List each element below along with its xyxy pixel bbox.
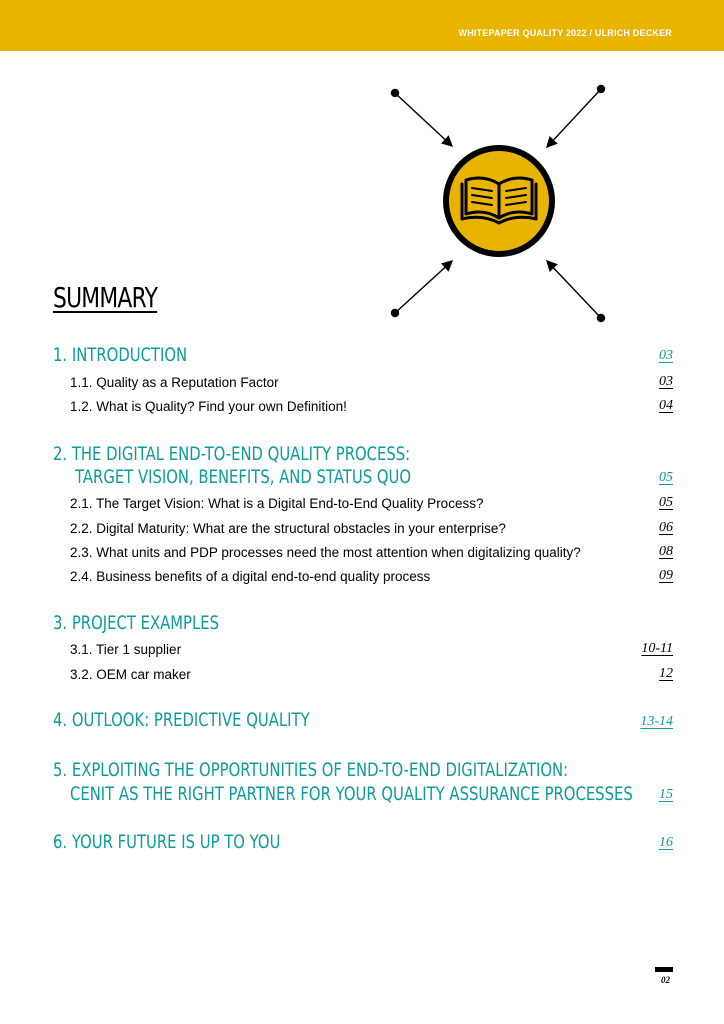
toc-item-2-1-page[interactable]: 05 — [659, 495, 673, 510]
toc-item-2-1[interactable]: 2.1. The Target Vision: What is a Digital End-to-End Quality Process? — [70, 496, 484, 511]
toc-item-1-1[interactable]: 1.1. Quality as a Reputation Factor — [70, 375, 279, 390]
page-number: 02 — [661, 975, 670, 985]
toc-section-5-title[interactable]: 5. EXPLOITING THE OPPORTUNITIES OF END-TO-END DIGITALIZATION: — [53, 759, 569, 781]
toc-item-3-1[interactable]: 3.1. Tier 1 supplier — [70, 642, 182, 657]
toc-section-6-title[interactable]: 6. YOUR FUTURE IS UP TO YOU — [53, 831, 281, 853]
toc-item-1-1-page[interactable]: 03 — [659, 374, 673, 389]
toc-item-2-3-page[interactable]: 08 — [659, 544, 673, 559]
toc-item-2-2[interactable]: 2.2. Digital Maturity: What are the structural obstacles in your enterprise? — [70, 521, 506, 536]
toc-section-2-page[interactable]: 05 — [659, 470, 673, 485]
toc-section-3-title[interactable]: 3. PROJECT EXAMPLES — [53, 612, 220, 634]
toc-item-3-2[interactable]: 3.2. OEM car maker — [70, 667, 191, 682]
toc-section-2-subtitle[interactable]: TARGET VISION, BENEFITS, AND STATUS QUO — [75, 466, 412, 488]
footer-mark — [655, 967, 673, 972]
header-title: WHITEPAPER QUALITY 2022 / ULRICH DECKER — [458, 28, 672, 38]
toc-section-1-title[interactable]: 1. INTRODUCTION — [53, 344, 188, 366]
book-emblem — [380, 78, 620, 328]
toc-item-1-2[interactable]: 1.2. What is Quality? Find your own Definition! — [70, 399, 347, 414]
toc-section-1-page[interactable]: 03 — [659, 348, 673, 363]
toc-section-4-page[interactable]: 13-14 — [640, 714, 673, 729]
toc-item-1-2-page[interactable]: 04 — [659, 398, 673, 413]
toc-section-5-page[interactable]: 15 — [659, 787, 673, 802]
toc-item-3-1-page[interactable]: 10-11 — [641, 641, 673, 656]
toc-section-2-title[interactable]: 2. THE DIGITAL END-TO-END QUALITY PROCESS: — [53, 443, 411, 465]
toc-item-2-3[interactable]: 2.3. What units and PDP processes need the most attention when digitalizing quality? — [70, 545, 581, 560]
toc-section-4-title[interactable]: 4. OUTLOOK: PREDICTIVE QUALITY — [53, 709, 310, 731]
summary-title: SUMMARY — [53, 281, 158, 314]
toc-section-5-subtitle[interactable]: CENIT AS THE RIGHT PARTNER FOR YOUR QUALITY ASSURANCE PROCESSES — [70, 783, 633, 805]
toc-item-2-4-page[interactable]: 09 — [659, 568, 673, 583]
toc-section-6-page[interactable]: 16 — [659, 835, 673, 850]
toc-item-3-2-page[interactable]: 12 — [659, 666, 673, 681]
header-bar — [0, 0, 724, 51]
toc-item-2-2-page[interactable]: 06 — [659, 520, 673, 535]
toc-item-2-4[interactable]: 2.4. Business benefits of a digital end-to-end quality process — [70, 569, 431, 584]
